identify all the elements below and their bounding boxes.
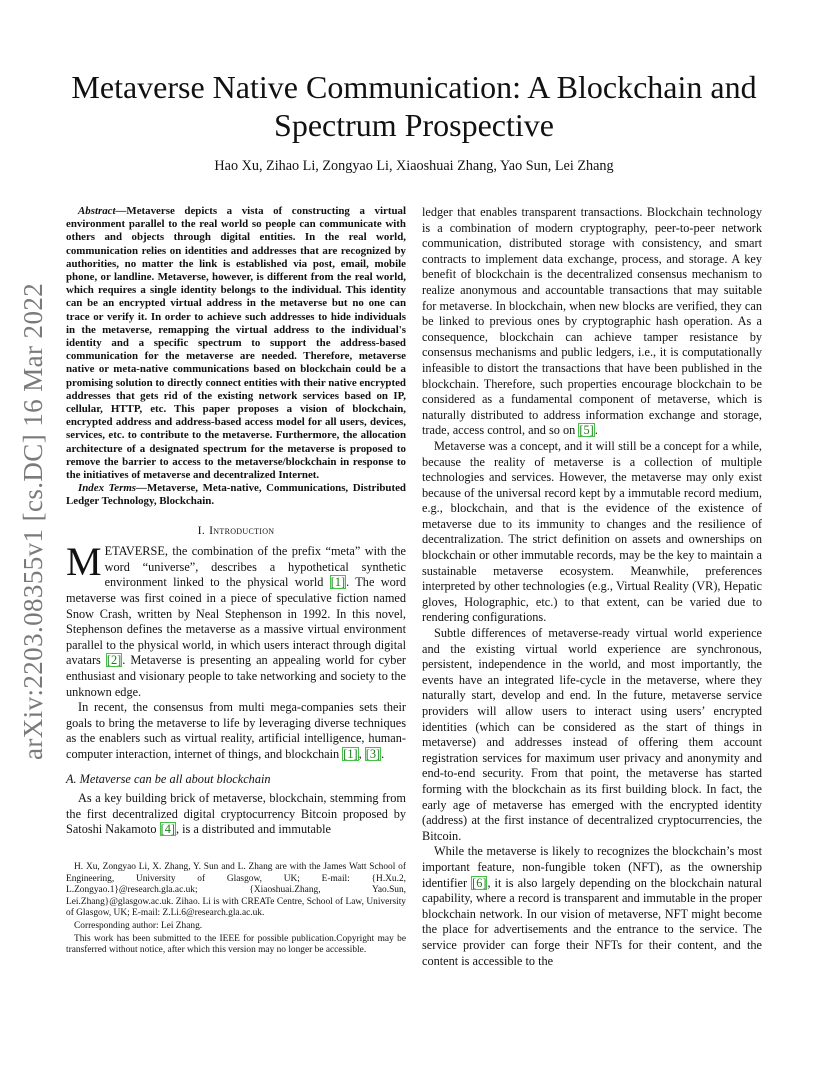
footnote-affiliations: H. Xu, Zongyao Li, X. Zhang, Y. Sun and L. Zhang are with the James Watt School of Engineering, University of Glasgow, UK; E-mail: {H.Xu.2, L.Zongyao.1}@research.gla.ac.uk; {Xiaoshuai.Zhang, Yao.Sun, Lei.Zhang}@glasgow.ac.uk. Zihao. Li is with CREATe Centre, School of Law, University of Glasgow, UK; E-mail: Z.Li.6@research.gla.ac.uk. <box>66 862 406 919</box>
index-terms-text: Metaverse, Meta-native, Communications, Distributed Ledger Technology, Blockchain. <box>66 482 406 508</box>
footnote-submission-notice: This work has been submitted to the IEEE for possible publication.Copyright may be transferred without notice, after which this version may no longer be accessible. <box>66 933 406 956</box>
citation-link[interactable]: [5] <box>579 423 594 438</box>
right-column <box>422 205 762 969</box>
citation-link[interactable]: [6] <box>472 875 487 890</box>
footnote-corresponding-author: Corresponding author: Lei Zhang. <box>74 920 203 931</box>
citation-link[interactable]: [2] <box>106 653 122 668</box>
citation-link[interactable]: [1] <box>343 746 358 761</box>
body-paragraph-differences: Subtle differences of metaverse-ready virtual world experience and the existing virtual world experience are synchronous, persistent, independence in the world, and most importantly, the events have an integrated life-cycle in the metaverse, where they naturally start, develop and end. In the future, metaverse service providers will allow users to interact using users’ encrypted identities (which can be considered as the start of things in metaverse) and addresses instead of offering them account registration services for maximum user privacy and anonymity and end-to-end security. From that point, the metaverse has started forming with the blockchain as its first building block. In fact, the early age of metaverse has emerged with the encrypted identity (address) at the first instance of decentralized cryptocurrencies, the Bitcoin. <box>422 626 762 843</box>
body-paragraph-concept: Metaverse was a concept, and it will still be a concept for a while, because the reality of metaverse is a collection of multiple technologies and services. However, the metaverse may only exist because of the universal record kept by a immutable record medium, e.g., blockchain, and that is the evidence of the existence of metaverse due to its immunity to changes and the resilience of decentralization. The strict definition on assets and ownerships on blockchain or other immutable records, may be the key to maintain a sustainable metaverse ecosystem. Meanwhile, preferences interpreted by other technologies (e.g., Virtual Reality (VR), Hepatic gloves, Holographic, etc.) to that extent, can be varied due to rendering configurations. <box>422 438 762 625</box>
footnotes <box>66 862 406 958</box>
left-column <box>66 205 406 838</box>
citation-link[interactable]: [4] <box>160 822 175 837</box>
arxiv-identifier: arXiv:2203.08355v1 [cs.DC] 16 Mar 2022 <box>18 282 48 760</box>
abstract-label: Abstract <box>78 205 116 217</box>
subsection-heading-a: A. Metaverse can be all about blockchain <box>66 771 271 786</box>
intro-paragraph-2: In recent, the consensus from multi mega-companies sets their goals to bring the metaverse to life by leveraging diverse techniques as the enablers such as virtual reality, artificial intelligence, human-computer interaction, internet of things, and blockchain [1], [3]. <box>66 700 406 761</box>
drop-cap: M <box>66 539 102 585</box>
index-terms: Index Terms—Metaverse, Meta-native, Communications, Distributed Ledger Technology, Blockchain. <box>66 482 406 508</box>
intro-paragraph-1: METAVERSE, the combination of the prefix “meta” with the word “universe”, describes a hypothetical synthetic environment linked to the physical world [1]. The word metaverse was first coined in a piece of speculative fiction named Snow Crash, written by Neal Stephenson in 1992. In this novel, Stephenson defines the metaverse as a massive virtual environment parallel to the physical world, in which users interact through digital avatars [2]. Metaverse is presenting an appealing world for cyber enthusiast and visionary people to take networking and society to the unknown edge. <box>66 539 407 699</box>
citation-link[interactable]: [3] <box>365 746 381 761</box>
citation-link[interactable]: [1] <box>330 575 346 590</box>
body-paragraph-blockchain: ledger that enables transparent transactions. Blockchain technology is a combination of modern cryptography, peer-to-peer network communication, distributed storage with consistency, and smart contracts to implement data exchange, process, and storage. A key benefit of blockchain is the decentralized consensus mechanism to realize anonymous and accountable transactions that may suitable for metaverse. In blockchain, when new blocks are verified, they can be linked to previous ones by cryptographic hash operation. As a consequence, blockchain can achieve tamper resistance by consensus mechanisms and public ledgers, i.e., it is computationally infeasible to distort the transactions that have been published in the blockchain. Therefore, such properties encourage blockchain to be considered as a fundamental component of metaverse, which is naturally distributed to address information exchange and storage, trade, access control, and so on [5]. <box>422 205 762 438</box>
section-heading-introduction: I. Introduction <box>197 522 275 537</box>
intro-paragraph-3: As a key building brick of metaverse, blockchain, stemming from the first decentralized digital cryptocurrency Bitcoin proposed by Satoshi Nakamoto [4], is a distributed and immutable <box>66 791 406 837</box>
index-terms-label: Index Terms <box>78 482 137 495</box>
paper-title: Metaverse Native Communication: A Blockchain and Spectrum Prospective <box>71 69 757 143</box>
author-list: Hao Xu, Zihao Li, Zongyao Li, Xiaoshuai Zhang, Yao Sun, Lei Zhang <box>214 158 614 174</box>
body-paragraph-nft: While the metaverse is likely to recognizes the blockchain’s most important feature, non-fungible token (NFT), as the ownership identifier [6], it is also largely depending on the blockchain natural capability, where a record is transparent and immutable in the proper blockchain network. In our vision of metaverse, NFT might become the place for advertisements and the entrance to the service. The service provider can forge their NFTs for their content, and the content is accessible to the <box>422 844 762 968</box>
abstract-text: Metaverse depicts a vista of constructing a virtual environment parallel to the real world so people can communicate with others and objects through digital entities. In the real world, communication relies on identities and addresses that are recognized by authorities, no matter the link is established via post, email, mobile phone, or landline. Metaverse, however, is different from the real world, which requires a single identity belongs to the individual. This identity can be an encrypted virtual address in the metaverse but no one can trace or verify it. In order to achieve such addresses to hide individuals in the metaverse, remapping the virtual address to the individual's identity and a specific spectrum to support the address-based communication for the metaverse are needed. Therefore, metaverse native or meta-native communications based on blockchain could be a promising solution to directly connect entities with their native encrypted addresses that gets rid of the existing network services based on IP, cellular, HTTP, etc. This paper proposes a vision of blockchain, encrypted address and address-based access model for all users, devices, services, etc. to contribute to the metaverse. Furthermore, the allocation architecture of a designated spectrum for the metaverse is proposed to remove the barrier to access to the metaverse/blockchain in response to the initiatives of metaverse and decentralized Internet. <box>66 205 406 482</box>
abstract: Abstract—Metaverse depicts a vista of constructing a virtual environment parallel to the real world so people can communicate with others and objects through digital entities. In the real world, communication relies on identities and addresses that are recognized by authorities, no matter the link is established via post, email, mobile phone, or landline. Metaverse, however, is different from the real world, which requires a single identity belongs to the individual. This identity can be an encrypted virtual address in the metaverse but no one can trace or verify it. In order to achieve such addresses to hide individuals in the metaverse, remapping the virtual address to the individual's identity and a specific spectrum to support the address-based communication for the metaverse are needed. Therefore, metaverse native or meta-native communications based on blockchain could be a promising solution to directly connect entities with their native encrypted addresses that gets rid of the existing network services based on IP, cellular, HTTP, etc. This paper proposes a vision of blockchain, encrypted address and address-based access model for all users, devices, services, etc. to contribute to the metaverse. Furthermore, the allocation architecture of a designated spectrum for the metaverse is proposed to remove the barrier to access to the metaverse/blockchain in response to the initiatives of metaverse and decentralized Internet. <box>66 205 406 482</box>
